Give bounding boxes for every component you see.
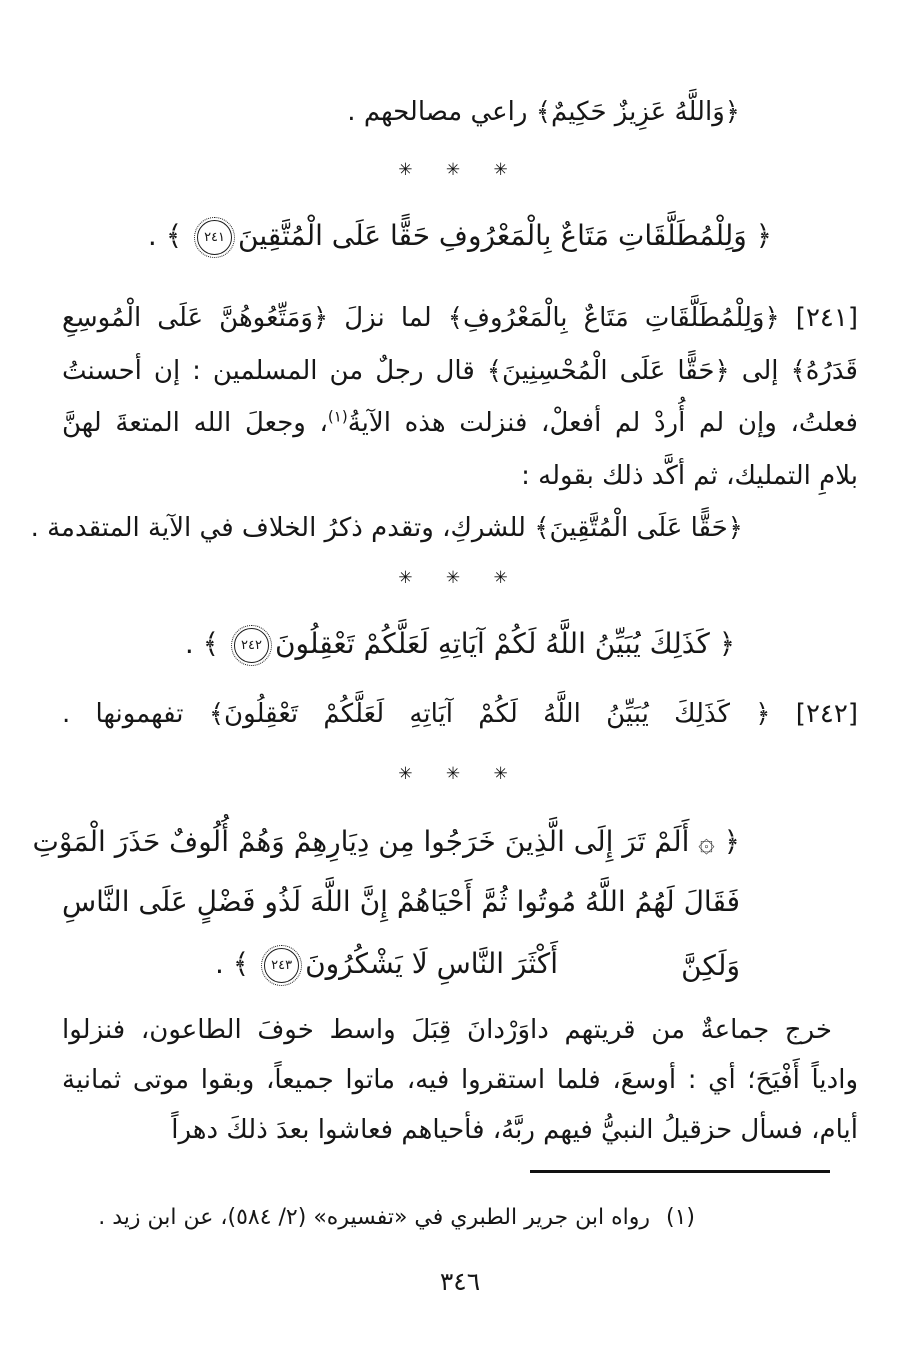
quran-open-bracket: ﴿ — [709, 627, 736, 660]
section-separator: ✳ ✳ ✳ — [398, 568, 522, 588]
quran-verse-text: أَكْثَرَ النَّاسِ لَا يَشْكُرُونَ — [305, 947, 558, 980]
footnote-marker: (١) — [665, 1205, 695, 1230]
quran-close-bracket: ﴾ . — [184, 627, 228, 660]
commentary-241-line-4: بلامِ التمليك، ثم أكَّد ذلك بقوله : — [521, 461, 858, 491]
paragraph-tail-line — [347, 90, 740, 134]
commentary-241-line-2: قَدَرُهُ﴾ إلى ﴿حَقًّا عَلَى الْمُحْسِنِينَ﴾ قال رجلٌ من المسلمين : إن أحسنتُ — [62, 356, 858, 386]
commentary-241-line-5: ﴿حَقًّا عَلَى الْمُتَّقِينَ﴾ للشركِ، وتقدم ذكرُ الخلاف في الآية المتقدمة . — [30, 513, 743, 543]
section-separator: ✳ ✳ ✳ — [398, 764, 522, 784]
commentary-241-line-3 — [62, 401, 858, 445]
ayah-number-medallion: ٢٤٣ — [264, 948, 299, 983]
story-line-2: وادياً أَفْيَحَ؛ أي : أوسعَ، فلما استقروا فيه، ماتوا جميعاً، وبقوا موتى ثمانية — [62, 1065, 858, 1095]
section-separator: ✳ ✳ ✳ — [398, 160, 522, 180]
footnote-line — [98, 1198, 695, 1238]
quran-verse-text: كَذَلِكَ يُبَيِّنُ اللَّهُ لَكُمْ آيَاتِهِ لَعَلَّكُمْ تَعْقِلُونَ — [274, 627, 710, 660]
verse-241-line — [62, 204, 858, 268]
verse-243-line-1: ﴿ ۞ أَلَمْ تَرَ إِلَى الَّذِينَ خَرَجُوا مِن دِيَارِهِمْ وَهُمْ أُلُوفٌ حَذَرَ الْمَوْتِ — [32, 825, 740, 858]
quran-inline-quote: ﴿وَاللَّهُ عَزِيزٌ حَكِيمٌ﴾ — [535, 97, 740, 127]
page-number: ٣٤٦ — [439, 1267, 481, 1296]
verse-243-line-3 — [215, 932, 558, 996]
ayah-number-medallion: ٢٤٢ — [234, 628, 269, 663]
story-line-1: خرج جماعةٌ من قريتهم داوَرْدانَ قِبَلَ واسط خوفَ الطاعون، فنزلوا — [62, 1015, 832, 1045]
quran-close-bracket: ﴾ . — [147, 219, 192, 252]
quran-close-bracket: ﴾ . — [214, 947, 259, 980]
quran-verse-text: وَلِلْمُطَلَّقَاتِ مَتَاعٌ بِالْمَعْرُوفِ حَقًّا عَلَى الْمُتَّقِينَ — [238, 219, 747, 252]
story-line-3: أيام، فسأل حزقيلُ النبيُّ فيهم ربَّهُ، فأحياهم فعاشوا بعدَ ذلكَ دهراً — [171, 1115, 858, 1145]
commentary-text: فعلتُ، وإن لم أُردْ لم أفعلْ، فنزلت هذه الآيةُ — [347, 408, 858, 438]
commentary-text: راعي مصالحهم . — [347, 97, 536, 127]
commentary-text: ، وجعلَ الله المتعةَ لهنَّ — [62, 408, 328, 438]
quran-open-bracket: ﴿ — [746, 219, 773, 252]
verse-243-line-2: فَقَالَ لَهُمُ اللَّهُ مُوتُوا ثُمَّ أَحْيَاهُمْ إِنَّ اللَّهَ لَذُو فَضْلٍ عَلَى النَّاسِ وَلَكِنَّ — [62, 885, 740, 982]
ayah-number-medallion: ٢٤١ — [197, 220, 232, 255]
commentary-242-line: [٢٤٢] ﴿ كَذَلِكَ يُبَيِّنُ اللَّهُ لَكُمْ آيَاتِهِ لَعَلَّكُمْ تَعْقِلُونَ﴾ تفهمونها . — [62, 699, 858, 729]
footnote-rule — [530, 1170, 830, 1173]
footnote-text: رواه ابن جرير الطبري في «تفسيره» (٢/ ٥٨٤)، عن ابن زيد . — [98, 1205, 650, 1230]
verse-242-line — [62, 612, 858, 676]
commentary-241-line-1: [٢٤١] ﴿وَلِلْمُطَلَّقَاتِ مَتَاعٌ بِالْمَعْرُوفِ﴾ لما نزلَ ﴿وَمَتِّعُوهُنَّ عَلَى الْمُوسِعِ — [62, 303, 858, 333]
footnote-ref: (١) — [327, 407, 348, 426]
